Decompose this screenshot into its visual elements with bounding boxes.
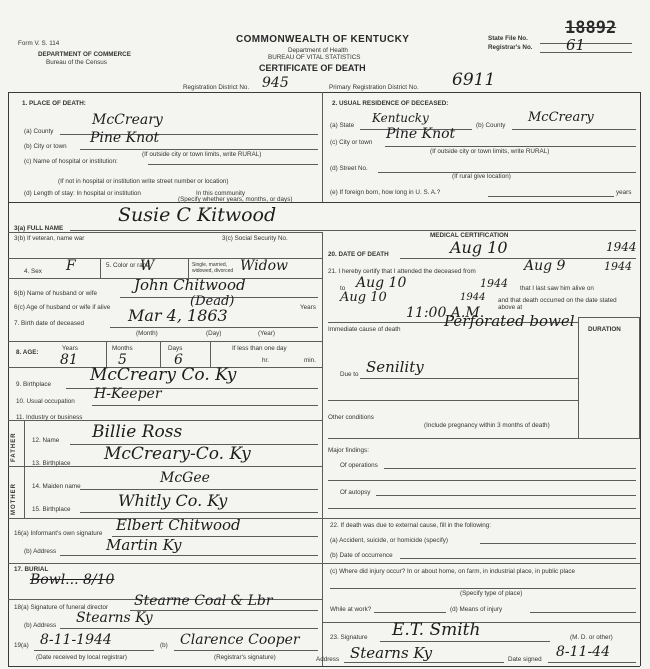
medical-cert-header: MEDICAL CERTIFICATION — [430, 232, 509, 239]
race-label: 5. Color or race — [106, 262, 150, 269]
registrar-sig-note: (Registrar's signature) — [214, 654, 276, 661]
birth-month-label: (Month) — [136, 330, 158, 337]
address-value: Stearns Ky — [350, 644, 433, 662]
birth-year-label: (Year) — [258, 330, 275, 337]
industry-label: 11. Industry or business — [16, 414, 83, 421]
informant-address-value: Martin Ky — [106, 536, 182, 554]
father-birthplace-value: McCreary-Co. Ky — [104, 444, 251, 464]
cause-label: Immediate cause of death — [328, 326, 401, 333]
time-of-death: 11:00 A.M. — [406, 305, 485, 321]
means-label: (d) Means of injury — [450, 606, 503, 613]
sex-label: 4. Sex — [24, 268, 42, 275]
father-side-label: FATHER — [11, 432, 17, 462]
ss-label: 3(c) Social Security No. — [222, 235, 288, 242]
attend-to-value: Aug 10 — [356, 275, 407, 291]
res-street-label: (d) Street No. — [330, 165, 368, 172]
dept-commerce: DEPARTMENT OF COMMERCE — [38, 51, 131, 58]
autopsy-label: Of autopsy — [340, 489, 371, 496]
major-findings-label: Major findings: — [328, 447, 369, 454]
birthplace-value: McCreary Co. Ky — [90, 365, 237, 385]
sex-value: F — [66, 258, 76, 274]
hospital-label: (c) Name of hospital or institution: — [24, 158, 118, 165]
certify-label: 21. I hereby certify that I attended the deceased from — [328, 268, 476, 275]
birthplace-label: 9. Birthplace — [16, 381, 52, 388]
spouse-age-value: (Dead) — [190, 294, 235, 309]
foreign-years-label: years — [616, 189, 632, 196]
date-signed-value: 8-11-44 — [556, 644, 610, 660]
full-name-value: Susie C Kitwood — [118, 204, 277, 226]
res-street-note: (If rural give location) — [452, 173, 511, 180]
age-label: 8. AGE: — [16, 349, 39, 356]
date-of-death-value: Aug 10 — [450, 238, 508, 257]
due-to-label: Due to — [340, 371, 359, 378]
mother-side-label: MOTHER — [11, 483, 17, 515]
operations-label: Of operations — [340, 462, 378, 469]
mother-maiden-value: McGee — [160, 470, 210, 486]
death-city-note: (If outside city or town limits, write RURAL) — [142, 151, 262, 158]
hr-label: hr. — [262, 357, 270, 364]
informant-label: 16(a) Informant's own signature — [14, 530, 103, 537]
res-state-label: (a) State — [330, 122, 355, 129]
funeral-director-value: Stearne Coal & Lbr — [134, 593, 273, 609]
attend-from-value: Aug 9 — [524, 258, 566, 274]
marital-value: Widow — [240, 258, 288, 274]
last-saw-label: that I last saw him alive on — [520, 285, 594, 292]
informant-value: Elbert Chitwood — [116, 516, 241, 534]
res-city-note: (If outside city or town limits, write RURAL) — [430, 148, 550, 155]
where-label: (c) Where did injury occur? In or about home, on farm, in industrial place, in public place — [330, 568, 575, 575]
mother-birthplace-value: Whitly Co. Ky — [118, 491, 228, 510]
death-city-value: Pine Knot — [90, 130, 160, 146]
state-title: COMMONWEALTH OF KENTUCKY — [236, 34, 410, 45]
age-days-label: Days — [168, 345, 183, 352]
age-months-value: 5 — [118, 352, 127, 368]
cause-value: Perforated bowel — [444, 312, 575, 330]
res-state-value: Kentucky — [372, 111, 429, 125]
funeral-director-label: 18(a) Signature of funeral director — [14, 604, 109, 611]
foreign-born-label: (e) If foreign born, how long in U. S. A.? — [330, 189, 441, 196]
occurred-label: and that death occurred on the date stated above at — [498, 297, 617, 311]
other-conditions-label: Other conditions — [328, 414, 374, 421]
date-of-death-label: 20. DATE OF DEATH — [328, 251, 389, 258]
death-county-label: (a) County — [24, 128, 54, 135]
full-name-label: 3(a) FULL NAME — [14, 225, 64, 232]
state-file-number: 18892 — [565, 18, 617, 38]
due-to-value: Senility — [366, 358, 424, 376]
race-value: W — [140, 258, 155, 274]
bureau-census: Bureau of the Census — [46, 59, 107, 66]
while-at-work-label: While at work? — [330, 606, 372, 613]
accident-label: (a) Accident, suicide, or homicide (specify) — [330, 537, 448, 544]
duration-label: DURATION — [588, 326, 621, 333]
funeral-address-value: Stearns Ky — [76, 610, 153, 626]
stay-note: In this community — [196, 190, 245, 197]
death-city-label: (b) City or town — [24, 143, 67, 150]
registrar-sig-label: (b) — [160, 642, 168, 649]
last-saw-year: 1944 — [460, 292, 486, 303]
registrar-sig-value: Clarence Cooper — [180, 632, 300, 648]
certificate-title: CERTIFICATE OF DEATH — [259, 63, 366, 73]
dept-health: Department of Health — [288, 47, 348, 54]
date-signed-label: Date signed — [508, 656, 542, 663]
attend-from-year: 1944 — [604, 260, 632, 273]
birth-label: 7. Birth date of deceased — [14, 320, 85, 327]
res-county-label: (b) County — [476, 122, 506, 129]
registrar-no-value: 61 — [566, 36, 586, 54]
death-county-value: McCreary — [92, 112, 163, 128]
state-file-label: State File No. — [488, 35, 528, 42]
father-name-label: 12. Name — [32, 437, 60, 444]
reg-district-value: 945 — [262, 75, 289, 91]
stay-units: (Specify whether years, months, or days) — [178, 196, 293, 203]
less-than-day-label: If less than one day — [232, 345, 287, 352]
res-city-label: (c) City or town — [330, 139, 373, 146]
father-name-value: Billie Ross — [92, 422, 183, 442]
res-city-value: Pine Knot — [386, 126, 456, 142]
mother-birthplace-label: 15. Birthplace — [32, 506, 71, 513]
place-of-death-label: 1. PLACE OF DEATH: — [22, 100, 86, 107]
veteran-label: 3(b) If veteran, name war — [14, 235, 85, 242]
attend-to-year: 1944 — [480, 277, 508, 290]
signature-label: 23. Signature — [330, 634, 368, 641]
funeral-address-label: (b) Address — [24, 622, 57, 629]
residence-label: 2. USUAL RESIDENCE OF DECEASED: — [332, 100, 449, 107]
date-of-death-year: 1944 — [606, 240, 637, 254]
pregnancy-note: (Include pregnancy within 3 months of death) — [424, 422, 550, 429]
external-cause-label: 22. If death was due to external cause, fill in the following: — [330, 522, 492, 529]
age-days-value: 6 — [174, 352, 183, 368]
occupation-value: H-Keeper — [94, 386, 162, 402]
birth-day-label: (Day) — [206, 330, 222, 337]
birth-value: Mar 4, 1863 — [128, 306, 228, 325]
attend-to-label: to — [340, 285, 346, 292]
md-label: (M. D. or other) — [570, 634, 613, 641]
primary-reg-label: Primary Registration District No. — [329, 84, 419, 91]
spouse-years-label: Years — [300, 304, 316, 311]
hospital-note: (If not in hospital or institution write street number or location) — [58, 178, 229, 185]
form-number: Form V. S. 114 — [18, 40, 60, 47]
age-months-label: Months — [112, 345, 133, 352]
spouse-age-label: 6(c) Age of husband or wife if alive — [14, 304, 111, 311]
marital-label: Single, married, widowed, divorced — [192, 262, 234, 274]
min-label: min. — [304, 357, 316, 364]
res-county-value: McCreary — [528, 110, 594, 125]
age-years-value: 81 — [60, 352, 78, 368]
burial-label: 17. BURIAL — [14, 566, 49, 573]
age-years-label: Years — [62, 345, 78, 352]
spouse-value: John Chitwood — [134, 276, 246, 294]
filed-note: (Date received by local registrar) — [36, 654, 127, 661]
occupation-label: 10. Usual occupation — [16, 398, 75, 405]
filed-label: 19(a) — [14, 642, 29, 649]
burial-value: Bowl... 8/10 — [30, 572, 115, 588]
mother-maiden-label: 14. Maiden name — [32, 483, 81, 490]
specify-place-label: (Specify type of place) — [460, 590, 523, 597]
filed-value: 8-11-1944 — [40, 632, 112, 648]
last-saw-value: Aug 10 — [340, 290, 387, 305]
primary-reg-value: 6911 — [452, 70, 496, 90]
spouse-label: 6(b) Name of husband or wife — [14, 290, 97, 297]
father-birthplace-label: 13. Birthplace — [32, 460, 71, 467]
signature-value: E.T. Smith — [392, 620, 481, 640]
occurrence-label: (b) Date of occurrence — [330, 552, 393, 559]
informant-address-label: (b) Address — [24, 548, 57, 555]
stay-label: (d) Length of stay: In hospital or institution — [24, 190, 141, 197]
reg-district-label: Registration District No. — [183, 84, 250, 91]
address-label: Address — [316, 656, 340, 663]
registrar-no-label: Registrar's No. — [488, 44, 533, 51]
bureau-vital: BUREAU OF VITAL STATISTICS — [268, 54, 361, 61]
